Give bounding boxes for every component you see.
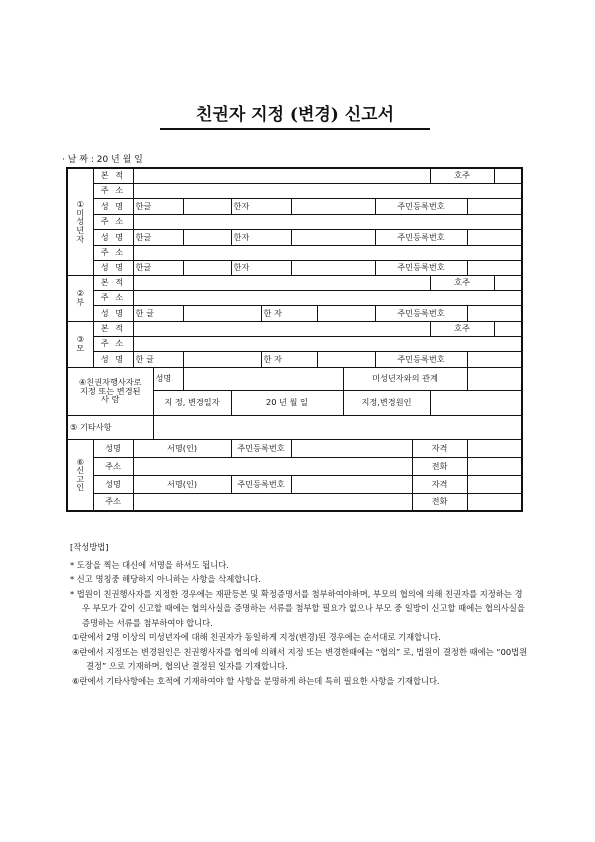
exerciser-label-line1: ④친권자행사자로 — [78, 377, 142, 388]
reporter1-addr-label: 주소 — [93, 457, 133, 475]
reporter2-qual-field[interactable] — [467, 475, 522, 493]
reporter2-rrn-field[interactable] — [291, 475, 412, 493]
exerciser-reason-field[interactable] — [430, 390, 522, 415]
reporter2-qual-label: 자격 — [412, 475, 467, 493]
label-rrn: 주민등록번호 — [375, 260, 467, 275]
father-rrn-field[interactable] — [467, 305, 522, 321]
minor-row-name-3 — [67, 260, 522, 275]
minor1-hanja-field[interactable] — [291, 198, 375, 214]
minor3-hanja-field[interactable] — [291, 260, 375, 275]
label-hoju: 호주 — [430, 321, 494, 336]
reporter1-rrn-field[interactable] — [291, 439, 412, 457]
father-section-label: ② 부 — [67, 275, 93, 321]
label-juso: 주 소 — [93, 290, 133, 305]
minor-address-field[interactable] — [133, 183, 522, 198]
mother-rrn-field[interactable] — [467, 351, 522, 367]
father-row-bonjeok — [67, 275, 522, 290]
label-hangeul: 한글 — [133, 198, 183, 214]
reporter1-addr-field[interactable] — [133, 457, 412, 475]
label-hangeul: 한 글 — [133, 305, 183, 321]
father-hangeul-field[interactable] — [183, 305, 261, 321]
label-hanja: 한자 — [231, 198, 291, 214]
exerciser-relation-label: 미성년자와의 관계 — [343, 367, 467, 390]
mother-row-juso — [67, 336, 522, 351]
instruction-item: * 도장을 찍는 대신에 서명을 하셔도 됩니다. — [70, 559, 229, 570]
label-rrn: 주민등록번호 — [375, 351, 467, 367]
label-hoju: 호주 — [430, 168, 494, 183]
exerciser-label-line3: 사 람 — [101, 394, 120, 405]
label-name: 성 명 — [93, 260, 133, 275]
label-name: 성 명 — [93, 229, 133, 245]
report-date: · 날 짜 : 20 년 월 일 — [62, 155, 143, 165]
minor3-rrn-field[interactable] — [467, 260, 522, 275]
label-juso: 주 소 — [93, 183, 133, 198]
reporter1-sign-field[interactable]: 서명(인) — [133, 439, 231, 457]
label-hanja: 한자 — [231, 260, 291, 275]
label-hangeul: 한글 — [133, 260, 183, 275]
exerciser-name-field[interactable] — [183, 367, 343, 390]
label-hangeul: 한 글 — [133, 351, 183, 367]
minor-row-bonjeok — [67, 168, 522, 183]
reporter2-addr-field[interactable] — [133, 493, 412, 511]
minor1-rrn-field[interactable] — [467, 198, 522, 214]
father-bonjeok-field[interactable] — [133, 275, 430, 290]
reporter2-sign-field[interactable]: 서명(인) — [133, 475, 231, 493]
exerciser-date-label: 지 정, 변경일자 — [153, 390, 231, 415]
reporter1-row-name — [67, 439, 522, 457]
minor-hoju-field[interactable] — [494, 168, 522, 183]
exerciser-label-line2: 지정 또는 변경된 — [79, 385, 141, 396]
mother-row-bonjeok — [67, 321, 522, 336]
instruction-numbered: ④란에서 지정또는 변경원인은 친권행사자를 협의에 의해서 지정 또는 변경한때에는 “협의” 로, 법원이 결정한 때에는 “00법원 결정” 으로 기재하며, 협의난 결정된 일자를 기재합니다. — [72, 646, 528, 671]
instruction-numbered: ⑥란에서 기타사항에는 호적에 기재하여야 할 사항을 분명하게 하는데 특히 필요한 사항을 기재합니다. — [72, 675, 440, 686]
reporter1-qual-label: 자격 — [412, 439, 467, 457]
mother-address-field[interactable] — [133, 336, 522, 351]
title-underline — [160, 128, 430, 130]
reporter-section-label: ⑥ 신 고 인 — [67, 439, 93, 511]
exerciser-reason-label: 지정,변경원인 — [343, 390, 430, 415]
label-rrn: 주민등록번호 — [375, 229, 467, 245]
father-row-juso — [67, 290, 522, 305]
mother-hoju-field[interactable] — [494, 321, 522, 336]
label-bonjeok: 본 적 — [93, 321, 133, 336]
father-hoju-field[interactable] — [494, 275, 522, 290]
minor-bonjeok-field[interactable] — [133, 168, 430, 183]
mother-row-name — [67, 351, 522, 367]
father-row-name — [67, 305, 522, 321]
reporter1-row-addr — [67, 457, 522, 475]
mother-section-label: ③ 모 — [67, 321, 93, 367]
minor-row-juso-3 — [67, 245, 522, 260]
label-hanja: 한 자 — [261, 305, 317, 321]
reporter1-rrn-label: 주민등록번호 — [231, 439, 291, 457]
report-form-table — [66, 167, 523, 512]
label-bonjeok: 본 적 — [93, 275, 133, 290]
label-name: 성 명 — [93, 198, 133, 214]
exerciser-name-label: 성명 — [153, 367, 183, 390]
mother-hangeul-field[interactable] — [183, 351, 261, 367]
mother-hanja-field[interactable] — [317, 351, 375, 367]
label-juso: 주 소 — [93, 245, 133, 260]
reporter2-phone-label: 전화 — [412, 493, 467, 511]
reporter1-name-label: 성명 — [93, 439, 133, 457]
label-juso: 주 소 — [93, 214, 133, 229]
label-hanja: 한자 — [231, 229, 291, 245]
exerciser-section-label — [67, 367, 153, 415]
reporter1-phone-label: 전화 — [412, 457, 467, 475]
reporter2-rrn-label: 주민등록번호 — [231, 475, 291, 493]
reporter2-name-label: 성명 — [93, 475, 133, 493]
father-hanja-field[interactable] — [317, 305, 375, 321]
minor2-rrn-field[interactable] — [467, 229, 522, 245]
reporter2-addr-label: 주소 — [93, 493, 133, 511]
label-name: 성 명 — [93, 305, 133, 321]
instructions-heading: [작성방법] — [70, 542, 109, 552]
label-bonjeok: 본 적 — [93, 168, 133, 183]
mother-bonjeok-field[interactable] — [133, 321, 430, 336]
instruction-item: * 법원이 친권행사자를 지정한 경우에는 재판등본 및 확정증명서를 첨부하여야하며, 부모의 협의에 의해 친권자를 지정하는 경우 부모가 같이 신고할 때에는 협의사실을 증명하는 서류를 첨부할 필요가 없으나 부모 중 일방이 신고할 때에는 협의사실을 증명하는 서류를 첨부하여야 합니다. — [70, 588, 525, 628]
label-rrn: 주민등록번호 — [375, 198, 467, 214]
instruction-numbered: ①란에서 2명 이상의 미성년자에 대해 친권자가 동일하게 지정(변경)된 경우에는 순서대로 기재합니다. — [72, 632, 441, 642]
minor1-hangeul-field[interactable] — [183, 198, 231, 214]
minor3-address-field[interactable] — [133, 245, 522, 260]
label-name: 성 명 — [93, 351, 133, 367]
label-hangeul: 한글 — [133, 229, 183, 245]
reporter1-qual-field[interactable] — [467, 439, 522, 457]
exerciser-row-1 — [67, 367, 522, 390]
other-field[interactable] — [153, 415, 522, 439]
father-address-field[interactable] — [133, 290, 522, 305]
reporter2-row-addr — [67, 493, 522, 511]
label-hanja: 한 자 — [261, 351, 317, 367]
reporter2-row-name — [67, 475, 522, 493]
minor2-hangeul-field[interactable] — [183, 229, 231, 245]
instructions — [70, 540, 530, 688]
reporter2-phone-field[interactable] — [467, 493, 522, 511]
minor2-hanja-field[interactable] — [291, 229, 375, 245]
minor3-hangeul-field[interactable] — [183, 260, 231, 275]
form-title: 친권자 지정 (변경) 신고서 — [195, 105, 395, 125]
reporter1-phone-field[interactable] — [467, 457, 522, 475]
minor-row-name-1 — [67, 198, 522, 214]
minor2-address-field[interactable] — [133, 214, 522, 229]
minor-section-label: ① 미 성 년 자 — [67, 168, 93, 275]
label-juso: 주 소 — [93, 336, 133, 351]
minor-row-juso — [67, 183, 522, 198]
other-row — [67, 415, 522, 439]
instruction-item: * 신고 명칭중 해당하지 아니하는 사항을 삭제합니다. — [70, 574, 261, 584]
other-label: ⑤ 기타사항 — [67, 415, 153, 439]
exerciser-relation-field[interactable] — [467, 367, 522, 390]
minor-row-name-2 — [67, 229, 522, 245]
minor-row-juso-2 — [67, 214, 522, 229]
label-hoju: 호주 — [430, 275, 494, 290]
label-rrn: 주민등록번호 — [375, 305, 467, 321]
exerciser-date-field[interactable]: 20 년 월 일 — [231, 390, 343, 415]
